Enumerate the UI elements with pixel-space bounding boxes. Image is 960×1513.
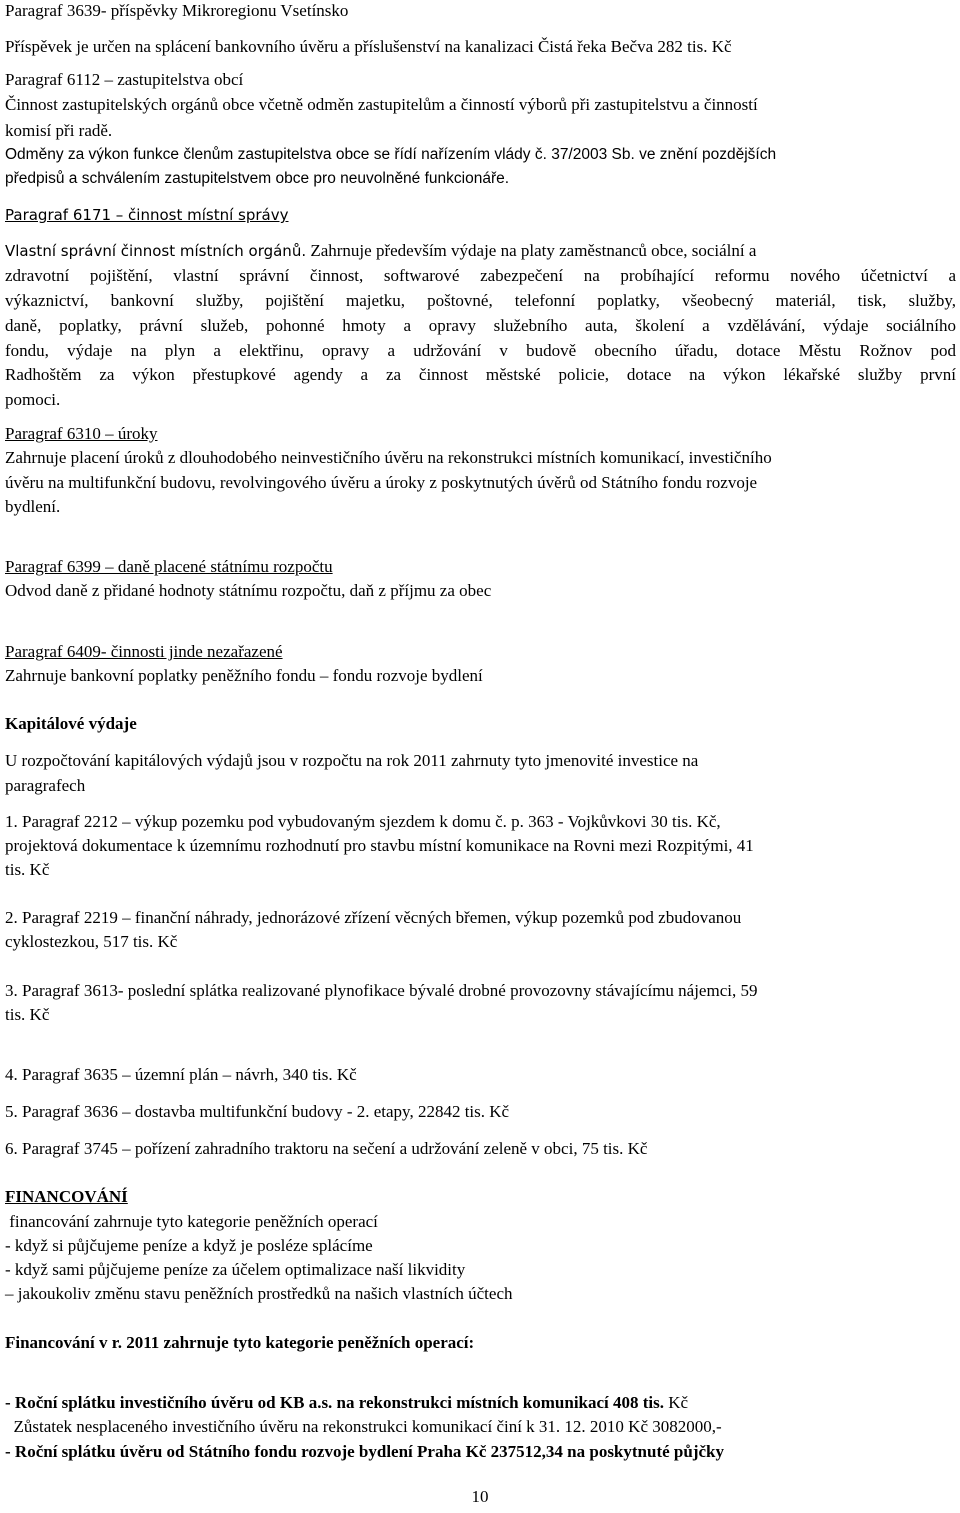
list-item: 5. Paragraf 3636 – dostavba multifunkční budovy - 2. etapy, 22842 tis. Kč <box>5 1102 510 1121</box>
text-line: zdravotní pojištění, vlastní správní činnost, softwarové zabezpečení na probíhající reformu nového účetnictví a <box>5 266 956 285</box>
text-line <box>5 1392 688 1414</box>
heading-kapitalove-vydaje: Kapitálové výdaje <box>5 714 137 733</box>
text-line: Zahrnuje bankovní poplatky peněžního fondu – fondu rozvoje bydlení <box>5 666 483 685</box>
text-line: tis. Kč <box>5 860 50 879</box>
text-line: cyklostezkou, 517 tis. Kč <box>5 932 178 951</box>
text-line: paragrafech <box>5 776 86 795</box>
text-line: Odměny za výkon funkce členům zastupitelstva obce se řídí nařízením vlády č. 37/2003 Sb. ve znění pozdějších <box>5 146 777 163</box>
text-span: Zahrnuje především výdaje na platy zaměstnanců obce, sociální a <box>310 241 757 260</box>
list-item: – jakoukoliv změnu stavu peněžních prostředků na našich vlastních účtech <box>5 1284 513 1303</box>
list-item: 3. Paragraf 3613- poslední splátka realizované plynofikace bývalé drobné provozovny stávajícímu nájemci, 59 <box>5 981 758 1000</box>
heading-paragraf-6409: Paragraf 6409- činnosti jinde nezařazené <box>5 642 283 661</box>
text-line: tis. Kč <box>5 1005 50 1024</box>
text-line: projektová dokumentace k územnímu rozhodnutí pro stavbu místní komunikace na Rovni mezi Rozpitými, 41 <box>5 836 754 855</box>
text-line <box>5 240 756 262</box>
text-line: Odvod daně z přidané hodnoty státnímu rozpočtu, daň z příjmu za obec <box>5 581 492 600</box>
page-number: 10 <box>471 1487 489 1506</box>
text-line: fondu, výdaje na plyn a elektřinu, opravy a udržování v budově obecního úřadu, dotace Městu Rožnov pod <box>5 341 956 360</box>
text-line: Zůstatek nesplaceného investičního úvěru na rekonstrukci komunikací činí k 31. 12. 2010 Kč 3082000,- <box>5 1417 722 1436</box>
text-line: úvěru na multifunkční budovu, revolvingového úvěru a úroky z poskytnutých úvěrů od Státního fondu rozvoje <box>5 473 758 492</box>
heading-paragraf-3639: Paragraf 3639- příspěvky Mikroregionu Vsetínsko <box>5 1 349 20</box>
heading-paragraf-6399: Paragraf 6399 – daně placené státnímu rozpočtu <box>5 557 333 576</box>
text-line: komisí při radě. <box>5 121 113 140</box>
heading-paragraf-6112: Paragraf 6112 – zastupitelstva obcí <box>5 70 244 89</box>
text-line: Příspěvek je určen na splácení bankovního úvěru a příslušenství na kanalizaci Čistá řeka Bečva 282 tis. Kč <box>5 37 732 56</box>
heading-financovani: FINANCOVÁNÍ <box>5 1187 128 1206</box>
list-item: 4. Paragraf 3635 – územní plán – návrh, 340 tis. Kč <box>5 1065 357 1084</box>
text-line: bydlení. <box>5 497 61 516</box>
list-item: 6. Paragraf 3745 – pořízení zahradního traktoru na sečení a udržování zeleně v obci, 75 tis. Kč <box>5 1139 648 1158</box>
text-line: Zahrnuje placení úroků z dlouhodobého neinvestičního úvěru na rekonstrukci místních komunikací, investičního <box>5 448 772 467</box>
text-line: Radhoštěm za výkon přestupkové agendy a za činnost městské policie, dotace na výkon lékařské služby první <box>5 365 956 384</box>
text-line: daně, poplatky, právní služeb, pohonné hmoty a opravy služebního auta, školení a vzdělávání, výdaje sociálního <box>5 316 956 335</box>
text-line: U rozpočtování kapitálových výdajů jsou v rozpočtu na rok 2011 zahrnuty tyto jmenovité investice na <box>5 751 699 770</box>
text-line: pomoci. <box>5 390 61 409</box>
heading-financovani-2011: Financování v r. 2011 zahrnuje tyto kategorie peněžních operací: <box>5 1333 475 1352</box>
text-line: - Roční splátku úvěru od Státního fondu rozvoje bydlení Praha Kč 237512,34 na poskytnuté půjčky <box>5 1442 724 1461</box>
text-line: Činnost zastupitelských orgánů obce včetně odměn zastupitelům a činností výborů při zastupitelstvu a činností <box>5 95 758 114</box>
text-line: výkaznictví, bankovní služby, pojištění majetku, poštovné, telefonní poplatky, všeobecný materiál, tisk, služby, <box>5 291 956 310</box>
list-item: - když si půjčujeme peníze a když je posléze splácíme <box>5 1236 373 1255</box>
heading-paragraf-6310: Paragraf 6310 – úroky <box>5 424 158 443</box>
text-line: předpisů a schválením zastupitelstvem obce pro neuvolněné funkcionáře. <box>5 170 510 187</box>
list-item: 2. Paragraf 2219 – finanční náhrady, jednorázové zřízení věcných břemen, výkup pozemků pod zbudovanou <box>5 908 742 927</box>
text-line: financování zahrnuje tyto kategorie peněžních operací <box>5 1212 378 1231</box>
text-span: Kč <box>664 1393 689 1412</box>
heading-paragraf-6171: Paragraf 6171 – činnost místní správy <box>5 206 289 224</box>
list-item: - když sami půjčujeme peníze za účelem optimalizace naší likvidity <box>5 1260 466 1279</box>
text-span: Vlastní správní činnost místních orgánů. <box>5 242 307 260</box>
list-item: 1. Paragraf 2212 – výkup pozemku pod vybudovaným sjezdem k domu č. p. 363 - Vojkůvkovi 30 tis. Kč, <box>5 812 721 831</box>
text-span: - Roční splátku investičního úvěru od KB a.s. na rekonstrukci místních komunikací 408 tis. <box>5 1393 665 1412</box>
